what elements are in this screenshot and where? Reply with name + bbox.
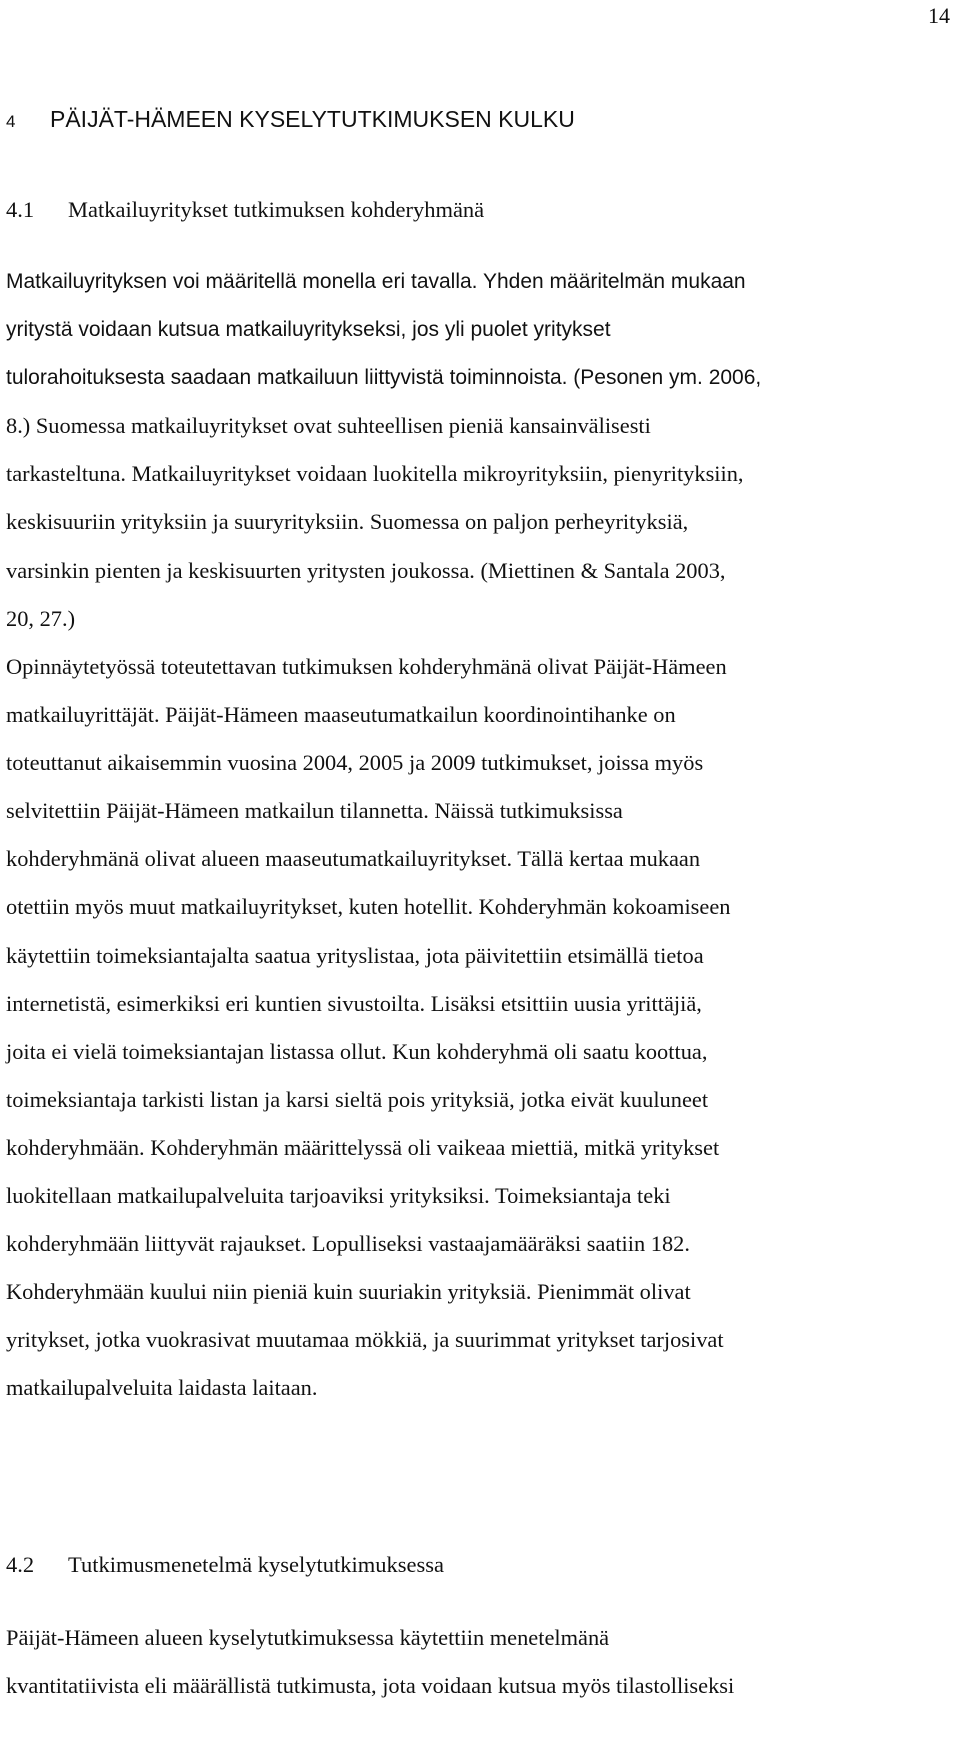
text-line: toteuttanut aikaisemmin vuosina 2004, 2005 ja 2009 tutkimukset, joissa myös [6, 750, 704, 776]
section-heading-4-2 [6, 1550, 444, 1580]
text-line: 8.) Suomessa matkailuyritykset ovat suhteellisen pieniä kansainvälisesti [6, 413, 651, 439]
text-line: keskisuuriin yrityksiin ja suuryrityksiin. Suomessa on paljon perheyrityksiä, [6, 509, 689, 535]
text-line: internetistä, esimerkiksi eri kuntien sivustoilta. Lisäksi etsittiin uusia yrittäjiä, [6, 990, 702, 1016]
text-line: toimeksiantaja tarkisti listan ja karsi sieltä pois yrityksiä, jotka eivät kuuluneet [6, 1086, 709, 1112]
chapter-number: 4 [6, 112, 16, 131]
text-line: joita ei vielä toimeksiantajan listassa ollut. Kun kohderyhmä oli saatu koottua, [6, 1038, 708, 1064]
section-number: 4.1 [6, 197, 35, 222]
text-line: Matkailuyrityksen voi määritellä monella eri tavalla. Yhden määritelmän mukaan [6, 270, 746, 293]
paragraph-1 [6, 258, 938, 643]
text-line: Päijät-Hämeen alueen kyselytutkimuksessa käytettiin menetelmänä [6, 1625, 610, 1650]
text-line: varsinkin pienten ja keskisuurten yritysten joukossa. (Miettinen & Santala 2003, [6, 557, 726, 583]
chapter-heading [6, 104, 575, 137]
text-line: tarkasteltuna. Matkailuyritykset voidaan luokitella mikroyrityksiin, pienyrityksiin, [6, 461, 744, 487]
text-line: Opinnäytetyössä toteutettavan tutkimuksen kohderyhmänä olivat Päijät-Hämeen [6, 654, 727, 679]
text-line: yritykset, jotka vuokrasivat muutamaa mökkiä, ja suurimmat yritykset tarjosivat [6, 1327, 724, 1353]
section-title: Tutkimusmenetelmä kyselytutkimuksessa [68, 1552, 445, 1577]
text-line: kvantitatiivista eli määrällistä tutkimusta, jota voidaan kutsua myös tilastolliseksi [6, 1673, 735, 1699]
chapter-title: PÄIJÄT-HÄMEEN KYSELYTUTKIMUKSEN KULKU [50, 106, 575, 132]
text-line: kohderyhmänä olivat alueen maaseutumatkailuyritykset. Tällä kertaa mukaan [6, 846, 701, 872]
text-line: matkailupalveluita laidasta laitaan. [6, 1375, 318, 1401]
page-number: 14 [928, 3, 950, 28]
text-line: selvitettiin Päijät-Hämeen matkailun tilannetta. Näissä tutkimuksissa [6, 798, 623, 824]
text-line: käytettiin toimeksiantajalta saatua yrityslistaa, jota päivitettiin etsimällä tietoa [6, 942, 704, 968]
paragraph-2 [6, 643, 938, 1413]
text-line: tulorahoituksesta saadaan matkailuun liittyvistä toiminnoista. (Pesonen ym. 2006, [6, 366, 762, 390]
section-title: Matkailuyritykset tutkimuksen kohderyhmänä [68, 197, 485, 222]
text-line: kohderyhmään. Kohderyhmän määrittelyssä oli vaikeaa miettiä, mitkä yritykset [6, 1134, 720, 1160]
text-line: yritystä voidaan kutsua matkailuyritykseksi, jos yli puolet yritykset [6, 318, 611, 342]
section-heading-4-1 [6, 195, 484, 225]
text-line: luokitellaan matkailupalveluita tarjoaviksi yrityksiksi. Toimeksiantaja teki [6, 1183, 671, 1209]
paragraph-3 [6, 1614, 938, 1710]
text-line: Kohderyhmään kuului niin pieniä kuin suuriakin yrityksiä. Pienimmät olivat [6, 1279, 691, 1305]
text-line: otettiin myös muut matkailuyritykset, kuten hotellit. Kohderyhmän kokoamiseen [6, 894, 731, 920]
text-line: 20, 27.) [6, 605, 76, 631]
text-line: matkailuyrittäjät. Päijät-Hämeen maaseutumatkailun koordinointihanke on [6, 702, 676, 728]
section-number: 4.2 [6, 1552, 35, 1577]
text-line: kohderyhmään liittyvät rajaukset. Lopulliseksi vastaajamääräksi saatiin 182. [6, 1231, 690, 1257]
